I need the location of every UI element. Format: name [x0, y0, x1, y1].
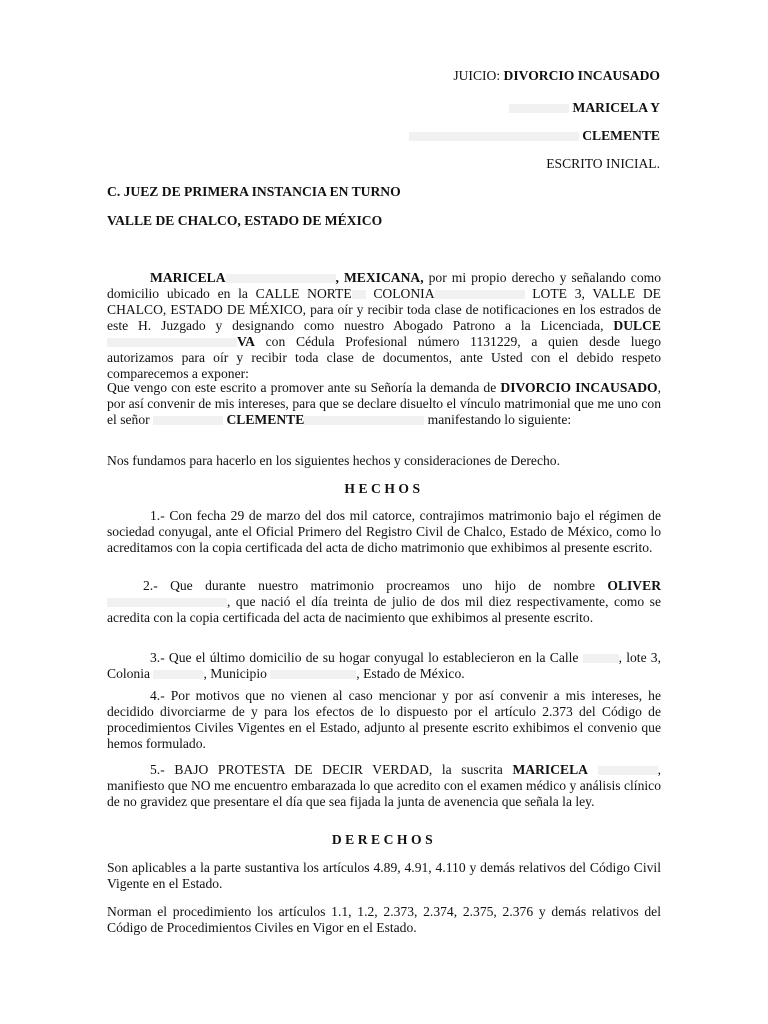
case-type-value: DIVORCIO INCAUSADO [503, 68, 660, 83]
redaction [304, 416, 424, 425]
case-type-label: JUICIO: [453, 68, 501, 83]
derechos-heading: DERECHOS [331, 832, 437, 847]
party-line-1 [509, 100, 660, 116]
redaction [107, 598, 227, 607]
child-name: OLIVER [607, 578, 662, 593]
plaintiff-nationality: , MEXICANA, [335, 270, 424, 285]
hecho-5-text: , manifiesto que NO me encuentro embarazada lo que acredito con el examen médico y análisis clínico de no gravidez que presentare el día que sea fijada la junta de avenencia que señala la ley. [107, 762, 661, 809]
defendant-name: CLEMENTE [226, 412, 305, 427]
hecho-5 [107, 762, 661, 810]
party-1: MARICELA Y [572, 100, 660, 115]
derechos-paragraph-2 [107, 904, 661, 936]
hecho-4-text: 4.- Por motivos que no vienen al caso mencionar y por así convenir a mis intereses, he decidido divorciarme de y para los efectos de lo dispuesto por el artículo 2.373 del Código de procedimientos Civiles Vigentes en el Estado, adjunto al presente escrito exhibimos el convenio que hemos formulado. [107, 688, 661, 751]
redaction [435, 290, 525, 299]
party-line-2 [409, 128, 660, 144]
demand-text: , por así convenir de mis intereses, para que se declare disuelto el vínculo matrimonial que me uno con el señor [107, 380, 661, 427]
hecho-3 [107, 650, 661, 682]
redaction [598, 766, 658, 775]
demand-paragraph [107, 380, 661, 428]
hecho-2 [107, 578, 661, 626]
fundamento-line: Nos fundamos para hacerlo en los siguientes hechos y consideraciones de Derecho. [107, 453, 560, 468]
derechos-text-1: Son aplicables a la parte sustantiva los artículos 4.89, 4.91, 4.110 y demás relativos del Código Civil Vigente en el Estado. [107, 860, 661, 891]
party-2: CLEMENTE [582, 128, 660, 143]
intro-text: 3, VALLE DE CHALCO, ESTADO DE MÉXICO, para oír y recibir toda clase de notificaciones en los estrados de este H. Juzgado y designando como nuestro Abogado Patrono a la Licenciada, [107, 286, 661, 333]
demand-text: Que vengo con este escrito a promover ante su Señoría la demanda de [107, 380, 497, 395]
redaction [153, 416, 223, 425]
addressee-location: VALLE DE CHALCO, ESTADO DE MÉXICO [107, 213, 383, 228]
redaction [270, 670, 356, 679]
intro-text: LOTE [524, 286, 567, 301]
addressee-judge: C. JUEZ DE PRIMERA INSTANCIA EN TURNO [107, 184, 401, 199]
lawyer-name-end: VA [237, 334, 255, 349]
intro-text: con Cédula Profesional número 1131229, a quien desde luego autorizamos para oír y recibir toda clase de documentos, ante Usted con el debido respeto comparecemos a exponer: [107, 334, 661, 381]
intro-paragraph [107, 270, 661, 382]
redaction [583, 654, 619, 663]
hecho-1 [107, 508, 661, 556]
hecho-1-text: 1.- Con fecha 29 de marzo del dos mil catorce, contrajimos matrimonio bajo el régimen de sociedad conyugal, ante el Oficial Primero del Registro Civil de Chalco, Estado de México, como lo acreditamos con la copia certificada del acta de dicho matrimonio que exhibimos al presente escrito. [107, 508, 661, 555]
hecho-5-text: 5.- BAJO PROTESTA DE DECIR VERDAD, la suscrita [150, 762, 503, 777]
case-type-line [453, 68, 660, 84]
lawyer-name: DULCE [613, 318, 661, 333]
hechos-heading: HECHOS [344, 481, 424, 496]
hecho-2-text: 2.- Que durante nuestro matrimonio procreamos uno hijo de nombre [143, 578, 596, 593]
document-type: ESCRITO INICIAL. [546, 156, 660, 171]
derechos-paragraph-1 [107, 860, 661, 892]
hecho-2-text: , que nació el día treinta de julio de dos mil diez respectivamente, como se acredita con la copia certificada del acta de nacimiento que exhibimos al presente escrito. [107, 594, 661, 625]
plaintiff-name: MARICELA [150, 270, 226, 285]
plaintiff-name-2: MARICELA [512, 762, 588, 777]
hecho-3-text: , Estado de México. [356, 666, 465, 681]
demand-type: DIVORCIO INCAUSADO [500, 380, 658, 395]
hecho-4 [107, 688, 661, 752]
intro-text: COLONIA [365, 286, 435, 301]
redaction [509, 104, 569, 113]
redaction [153, 670, 203, 679]
hecho-3-text: , Municipio [203, 666, 267, 681]
redaction [409, 132, 579, 141]
derechos-text-2: Norman el procedimiento los artículos 1.1, 1.2, 2.373, 2.374, 2.375, 2.376 y demás relativos del Código de Procedimientos Civiles en Vigor en el Estado. [107, 904, 661, 935]
demand-text: manifestando lo siguiente: [424, 412, 572, 427]
intro-text: por mi propio derecho y señalando como domicilio ubicado en la CALLE NORTE [107, 270, 661, 301]
hecho-3-text: , lote 3, Colonia [107, 650, 661, 681]
redaction [107, 338, 237, 347]
redaction [226, 274, 336, 283]
redaction [352, 290, 366, 299]
hecho-3-text: 3.- Que el último domicilio de su hogar conyugal lo establecieron en la Calle [150, 650, 579, 665]
